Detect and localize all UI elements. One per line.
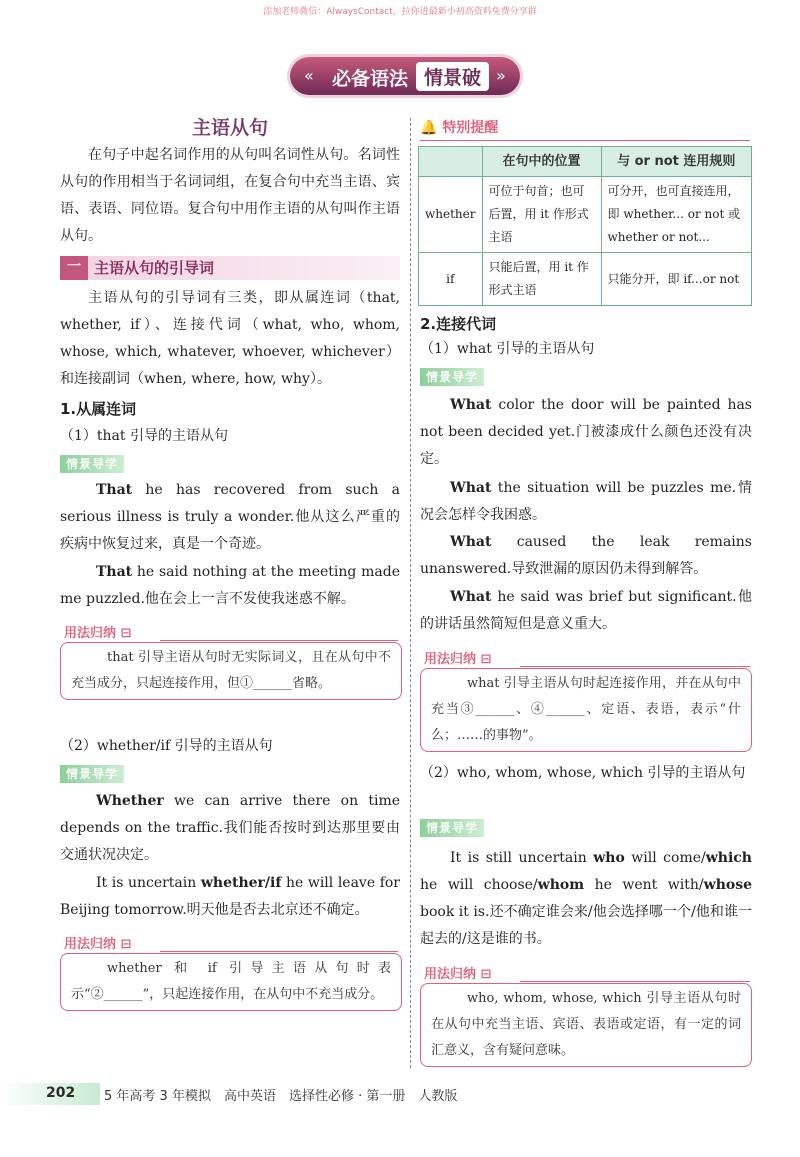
example-3-keyword: Whether (96, 793, 164, 809)
example-5 (420, 392, 752, 473)
subheading-2a: （1）what 引导的主语从句 (420, 341, 595, 357)
example-9-c: will come/ (624, 850, 706, 866)
usage-box-4: who, whom, whose, which 引导主语从句时在从句中充当主语、宾语、表语或定语，有一定的词汇意义，含有疑问意味。 (420, 983, 752, 1067)
usage-line-2 (160, 951, 398, 952)
table-row (419, 253, 752, 306)
usage-label-4-text: 用法归纳 (424, 967, 477, 982)
table-cell: 只能分开，即 if...or not (601, 253, 752, 306)
example-1-keyword: That (96, 482, 133, 498)
right-chevrons-icon: » (496, 66, 506, 85)
column-divider (410, 118, 411, 1068)
table-header-cell: 与 or not 连用规则 (601, 147, 752, 177)
comparison-table (418, 146, 752, 306)
usage-box-1: that 引导主语从句时无实际词义，且在从句中不充当成分，只起连接作用，但①______省略。 (60, 642, 402, 700)
usage-box-3: what 引导主语从句时起连接作用，并在从句中充当③______、④______、定语、表语，表示“什么；……的事物”。 (420, 668, 752, 752)
section-header (60, 256, 400, 280)
usage-label-1-text: 用法归纳 (64, 626, 117, 641)
section-number: 一 (60, 256, 88, 280)
section-label: 主语从句的引导词 (94, 259, 215, 277)
tip-heading (420, 117, 498, 137)
example-5-keyword: What (450, 397, 492, 413)
subheading-1: 1.从属连词 (60, 400, 137, 418)
subheading-1b: （2）whether/if 引导的主语从句 (60, 738, 273, 754)
table-header-cell: 在句中的位置 (482, 147, 601, 177)
section-banner (290, 57, 520, 95)
example-4-keyword: whether/if (200, 875, 282, 891)
example-7 (420, 529, 752, 583)
table-cell: 可分开，也可直接连用，即 whether... or not 或 whether or not... (601, 177, 752, 253)
example-7-keyword: What (450, 534, 492, 550)
left-chevrons-icon: « (304, 66, 314, 85)
table-cell: whether (419, 177, 483, 253)
example-5-text: color the door will be painted has not been decided yet.门被漆成什么颜色还没有决定。 (420, 397, 752, 467)
usage-label-3 (424, 648, 491, 667)
example-1 (60, 477, 400, 558)
banner-left-title: 必备语法 (332, 68, 409, 90)
example-9-d: he will choose/ (420, 877, 538, 893)
example-9-which: which (705, 850, 752, 866)
example-6-keyword: What (450, 480, 492, 496)
usage-label-4 (424, 963, 491, 982)
example-4-pre: It is uncertain (96, 875, 201, 891)
banner-right-title: 情景破 (416, 62, 489, 91)
example-9-who: who (593, 850, 625, 866)
usage-line-3 (520, 666, 750, 667)
example-7-text: caused the leak remains unanswered.导致泄漏的原因仍未得到解答。 (420, 534, 752, 577)
tip-line (420, 140, 750, 141)
usage-label-1 (64, 622, 131, 641)
example-8 (420, 584, 752, 638)
example-4 (60, 870, 400, 924)
scenario-tag-3: 情景导学 (420, 368, 484, 386)
table-cell: 可位于句首；也可后置，用 it 作形式主语 (482, 177, 601, 253)
usage-line-4 (520, 981, 750, 982)
usage-label-2 (64, 933, 131, 952)
tip-label: 特别提醒 (442, 120, 499, 136)
example-2-keyword: That (96, 564, 133, 580)
page-number: 202 (46, 1085, 76, 1101)
scenario-tag-4: 情景导学 (420, 819, 484, 837)
table-header-row (419, 147, 752, 177)
example-2 (60, 559, 400, 613)
example-9 (420, 845, 752, 953)
example-1-text: he has recovered from such a serious illness is truly a wonder.他从这么严重的疾病中恢复过来，真是一个奇迹。 (60, 482, 400, 552)
usage-label-2-text: 用法归纳 (64, 937, 117, 952)
page-title: 主语从句 (191, 117, 268, 139)
table-row (419, 177, 752, 253)
example-8-keyword: What (450, 589, 492, 605)
bell-icon: 🔔 (420, 120, 438, 136)
table-header-cell (419, 147, 483, 177)
subheading-1a: （1）that 引导的主语从句 (60, 428, 228, 444)
usage-box-icon: ⊟ (120, 937, 132, 952)
example-3-text: we can arrive there on time depends on the traffic.我们能否按时到达那里要由交通状况决定。 (60, 793, 400, 863)
usage-label-3-text: 用法归纳 (424, 652, 477, 667)
example-2-text: he said nothing at the meeting made me puzzled.他在会上一言不发使我迷惑不解。 (60, 564, 400, 607)
scenario-tag-2: 情景导学 (60, 765, 124, 783)
subheading-2: 2.连接代词 (420, 315, 497, 333)
example-9-a: It is still uncertain (450, 850, 594, 866)
scenario-tag: 情景导学 (60, 455, 124, 473)
example-9-whom: whom (537, 877, 585, 893)
intro-paragraph: 在句子中起名词作用的从句叫名词性从句。名词性从句的作用相当于名词词组，在复合句中充当主语、宾语、表语、同位语。复合句中用作主语的从句叫作主语从句。 (60, 147, 400, 244)
subheading-2b: （2）who, whom, whose, which 引导的主语从句 (420, 765, 746, 781)
example-3 (60, 788, 400, 869)
example-4-text: he will leave for Beijing tomorrow.明天他是否去北京还不确定。 (60, 875, 400, 918)
example-9-f: book it is.还不确定谁会来/他会选择哪一个/他和谁一起去的/这是谁的书。 (420, 904, 752, 947)
table-cell: 只能后置，用 it 作形式主语 (482, 253, 601, 306)
table-cell: if (419, 253, 483, 306)
example-9-e: he went with/ (584, 877, 704, 893)
footer-text: 5 年高考 3 年模拟 高中英语 选择性必修 · 第一册 人教版 (104, 1089, 458, 1104)
usage-box-icon: ⊟ (480, 967, 492, 982)
usage-box-icon: ⊟ (120, 626, 132, 641)
usage-box-icon: ⊟ (480, 652, 492, 667)
example-6 (420, 475, 752, 529)
top-note: 添加老师微信：AlwaysContact，拉你进最新小初高资料免费分享群 (263, 7, 537, 17)
usage-line-1 (160, 640, 398, 641)
usage-box-2: whether 和 if 引导主语从句时表示“②______”，只起连接作用，在从句中不充当成分。 (60, 953, 402, 1011)
example-6-text: the situation will be puzzles me.情况会怎样令我困惑。 (420, 480, 752, 523)
section-text: 主语从句的引导词有三类，即从属连词（that, whether, if）、连接代词（what, who, whom, whose, which, whatever, whoever, whichever）和连接副词（when, where, how, why）。 (60, 290, 400, 387)
example-8-text: he said was brief but significant.他的讲话虽然简短但是意义重大。 (420, 589, 752, 632)
example-9-whose: whose (703, 877, 752, 893)
